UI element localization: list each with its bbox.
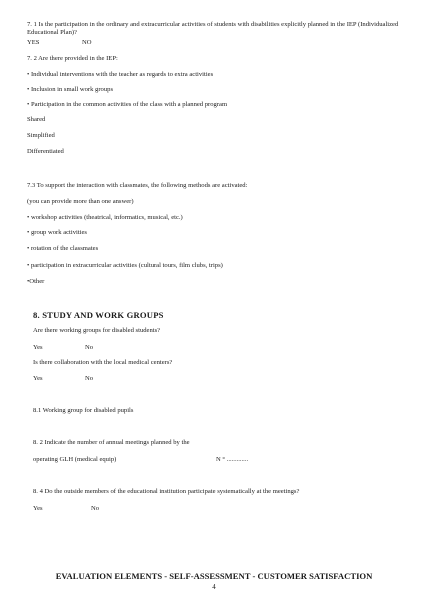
question-8-2: 8. 2 Indicate the number of annual meetings planned by the (33, 439, 190, 446)
section-heading: 8. STUDY AND WORK GROUPS (33, 310, 164, 320)
answer-note: (you can provide more than one answer) (27, 198, 134, 205)
number-field: N ° ............. (216, 456, 249, 463)
list-item: • rotation of the classmates (27, 245, 99, 252)
page-number: 4 (212, 583, 216, 591)
option-differentiated: Differentiated (27, 148, 64, 155)
question-7-3: 7.3 To support the interaction with classmates, the following methods are activated: (27, 182, 248, 189)
question-7-1: 7. 1 Is the participation in the ordinary and extracurricular activities of students with disabilities explicitly planned in the IEP (Individualized Educational Plan)? (27, 21, 399, 36)
question-8-2-line2: operating GLH (medical equip) (33, 456, 117, 463)
answer-no: No (85, 344, 94, 351)
list-item: • workshop activities (theatrical, informatics, musical, etc.) (27, 214, 183, 221)
question-8-1: 8.1 Working group for disabled pupils (33, 407, 134, 414)
answer-yes: Yes (33, 344, 43, 351)
question-7-2: 7. 2 Are there provided in the IEP: (27, 55, 118, 62)
list-item: • Participation in the common activities of the class with a planned program (27, 101, 228, 108)
answer-no: NO (82, 39, 92, 46)
question-8-4: 8. 4 Do the outside members of the educational institution participate systematically at the meetings? (33, 488, 300, 495)
footer-title: EVALUATION ELEMENTS - SELF-ASSESSMENT - CUSTOMER SATISFACTION (55, 571, 373, 581)
answer-yes: Yes (33, 505, 43, 512)
answer-yes: Yes (33, 375, 43, 382)
option-shared: Shared (27, 116, 46, 123)
list-item: • Inclusion in small work groups (27, 86, 114, 93)
option-simplified: Simplified (27, 132, 55, 139)
list-item: • Individual interventions with the teacher as regards to extra activities (27, 71, 214, 78)
answer-no: No (91, 505, 100, 512)
list-item: • participation in extracurricular activities (cultural tours, film clubs, trips) (27, 262, 223, 269)
list-item: •Other (27, 278, 45, 285)
question-working-groups: Are there working groups for disabled students? (33, 327, 161, 334)
answer-yes: YES (27, 39, 40, 46)
list-item: • group work activities (27, 229, 87, 236)
question-medical-centers: Is there collaboration with the local medical centers? (33, 359, 173, 366)
answer-no: No (85, 375, 94, 382)
